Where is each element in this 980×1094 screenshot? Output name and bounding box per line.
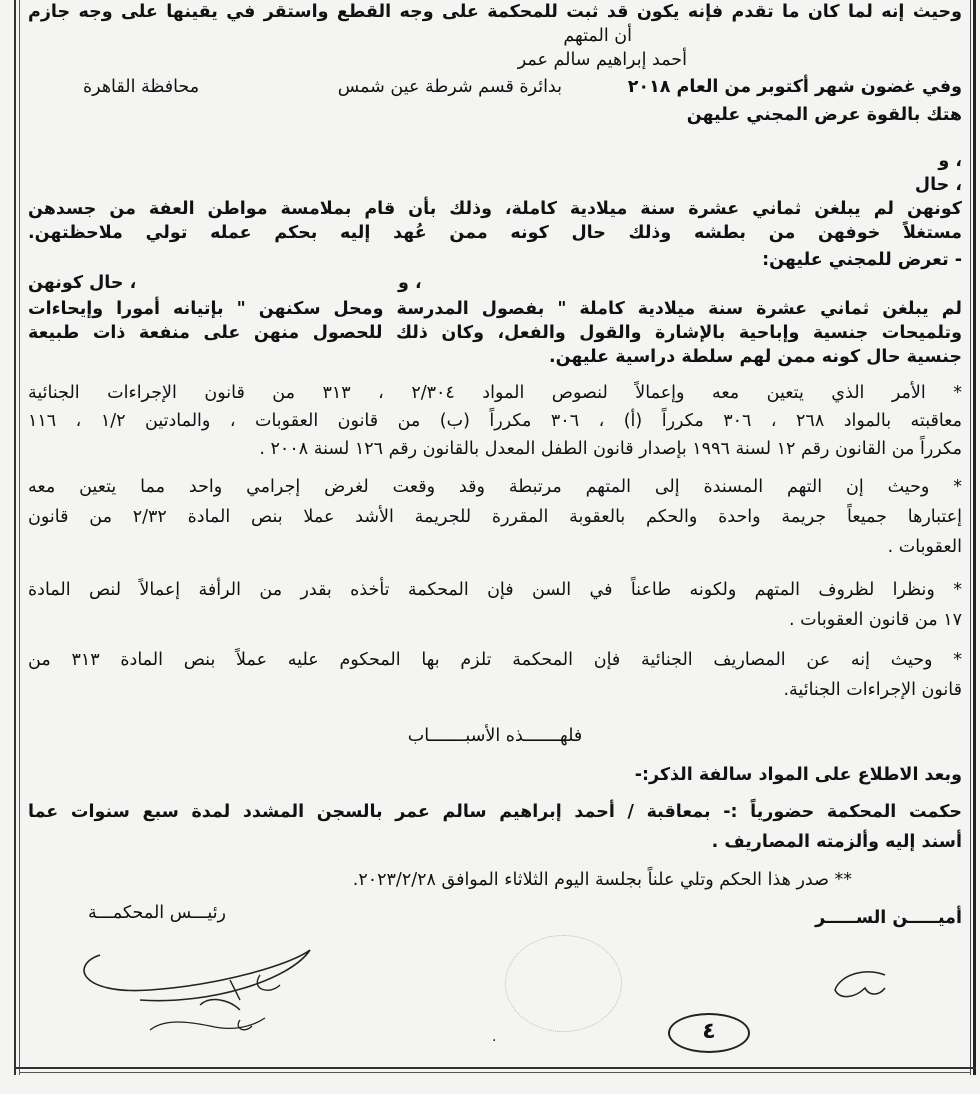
text-line: وبعد الاطلاع على المواد سالفة الذكر:-	[634, 765, 962, 785]
page-number: ٤	[668, 1013, 750, 1053]
text-line: * وحيث إن التهم المسندة إلى المتهم مرتبطة وقد وقعت لغرض إجرامي واحد مما يتعين معه	[28, 477, 962, 497]
text-segment: وفي غضون شهر أكتوبر من العام ٢٠١٨	[627, 77, 962, 97]
page-border-left	[14, 0, 16, 1075]
text-line: * وحيث إنه عن المصاريف الجنائية فإن المحكمة تلزم بها المحكوم عليه عملاً بنص المادة ٣١٣ من	[28, 650, 962, 670]
text-line: وحيث إنه لما كان ما تقدم فإنه يكون قد ثبت للمحكمة على وجه القطع واستقر في يقينها على وجه جازم	[28, 2, 962, 22]
text-segment: بدائرة قسم شرطة عين شمس	[337, 77, 562, 97]
page-border-bottom	[14, 1067, 976, 1069]
president-title: رئيـــس المحكمـــة	[88, 903, 227, 923]
verdict-line: أسند إليه وألزمته المصاريف .	[711, 832, 962, 852]
text-segment: محافظة القاهرة	[83, 77, 200, 97]
text-line: هتك بالقوة عرض المجني عليهن	[686, 105, 962, 125]
text-line: لم يبلغن ثماني عشرة سنة ميلادية كاملة " بفصول المدرسة ومحل سكنهن " بإتيانه أمورا وإيحاءات	[28, 299, 962, 319]
text-line: معاقبته بالمواد ٢٦٨ ، ٣٠٦ مكرراً (أ) ، ٣٠٦ مكرراً (ب) من قانون العقوبات ، والمادتين ١/٢ ، ١١٦	[28, 411, 963, 431]
text-line: قانون الإجراءات الجنائية.	[783, 680, 962, 700]
page-border-left-inner	[19, 0, 20, 1075]
text-line: * الأمر الذي يتعين معه وإعمالاً لنصوص المواد ٢/٣٠٤ ، ٣١٣ من قانون الإجراءات الجنائية	[28, 383, 962, 403]
text-line: إعتبارها جميعاً جريمة واحدة والحكم بالعقوبة المقررة للجريمة الأشد عملا بنص المادة ٢/٣٢ من قانون	[28, 507, 962, 527]
verdict-line: حكمت المحكمة حضورياً :- بمعاقبة / أحمد إبراهيم سالم عمر بالسجن المشدد لمدة سبع سنوات عما	[28, 802, 962, 822]
court-stamp	[505, 935, 622, 1032]
text-line: مكرراً من القانون رقم ١٢ لسنة ١٩٩٦ بإصدار قانون الطفل المعدل بالقانون رقم ١٢٦ لسنة ٢٠٠٨ .	[259, 439, 962, 459]
page-dot: ·	[492, 1033, 497, 1049]
text-line: وتلميحات جنسية وإباحية بالإشارة والقول والفعل، وكان ذلك للحصول منهن على منفعة ذات طبيعة	[28, 323, 962, 343]
text-line: العقوبات .	[887, 537, 962, 557]
text-line: ، و	[938, 151, 962, 171]
text-line: * ونظرا لظروف المتهم ولكونه طاعناً في السن فإن المحكمة تأخذه بقدر من الرأفة إعمالاً لنص المادة	[28, 580, 962, 600]
text-line: - تعرض للمجني عليهن:	[762, 250, 962, 270]
text-segment: ، حال كونهن	[28, 273, 137, 293]
secretary-title: أميـــــن الســـــر	[815, 908, 962, 928]
text-line: مستغلاً خوفهن من بطشه وذلك حال كونه ممن عُهد إليه بحكم عمله تولي ملاحظتهن.	[28, 223, 962, 243]
president-signature-icon	[60, 925, 340, 1055]
defendant-name: أحمد إبراهيم سالم عمر	[517, 50, 687, 70]
text-line: ، حال	[914, 175, 962, 195]
secretary-signature-icon	[815, 965, 895, 1005]
page-border-right	[973, 0, 976, 1075]
text-line: جنسية حال كونه ممن لهم سلطة دراسية عليهن.	[548, 347, 962, 367]
text-segment: ، و	[398, 273, 422, 293]
text-line: أن المتهم	[563, 26, 632, 46]
section-heading: فلهـــــــذه الأسبـــــــاب	[407, 726, 583, 746]
verdict-date: ** صدر هذا الحكم وتلي علناً بجلسة اليوم الثلاثاء الموافق ٢٠٢٣/٢/٢٨.	[352, 870, 852, 890]
text-line: ١٧ من قانون العقوبات .	[789, 610, 962, 630]
page-border-right-inner	[970, 0, 971, 1075]
page-border-bottom-inner	[19, 1072, 971, 1073]
text-line: كونهن لم يبلغن ثماني عشرة سنة ميلادية كاملة، وذلك بأن قام بملامسة مواطن العفة من جسدهن	[28, 199, 962, 219]
